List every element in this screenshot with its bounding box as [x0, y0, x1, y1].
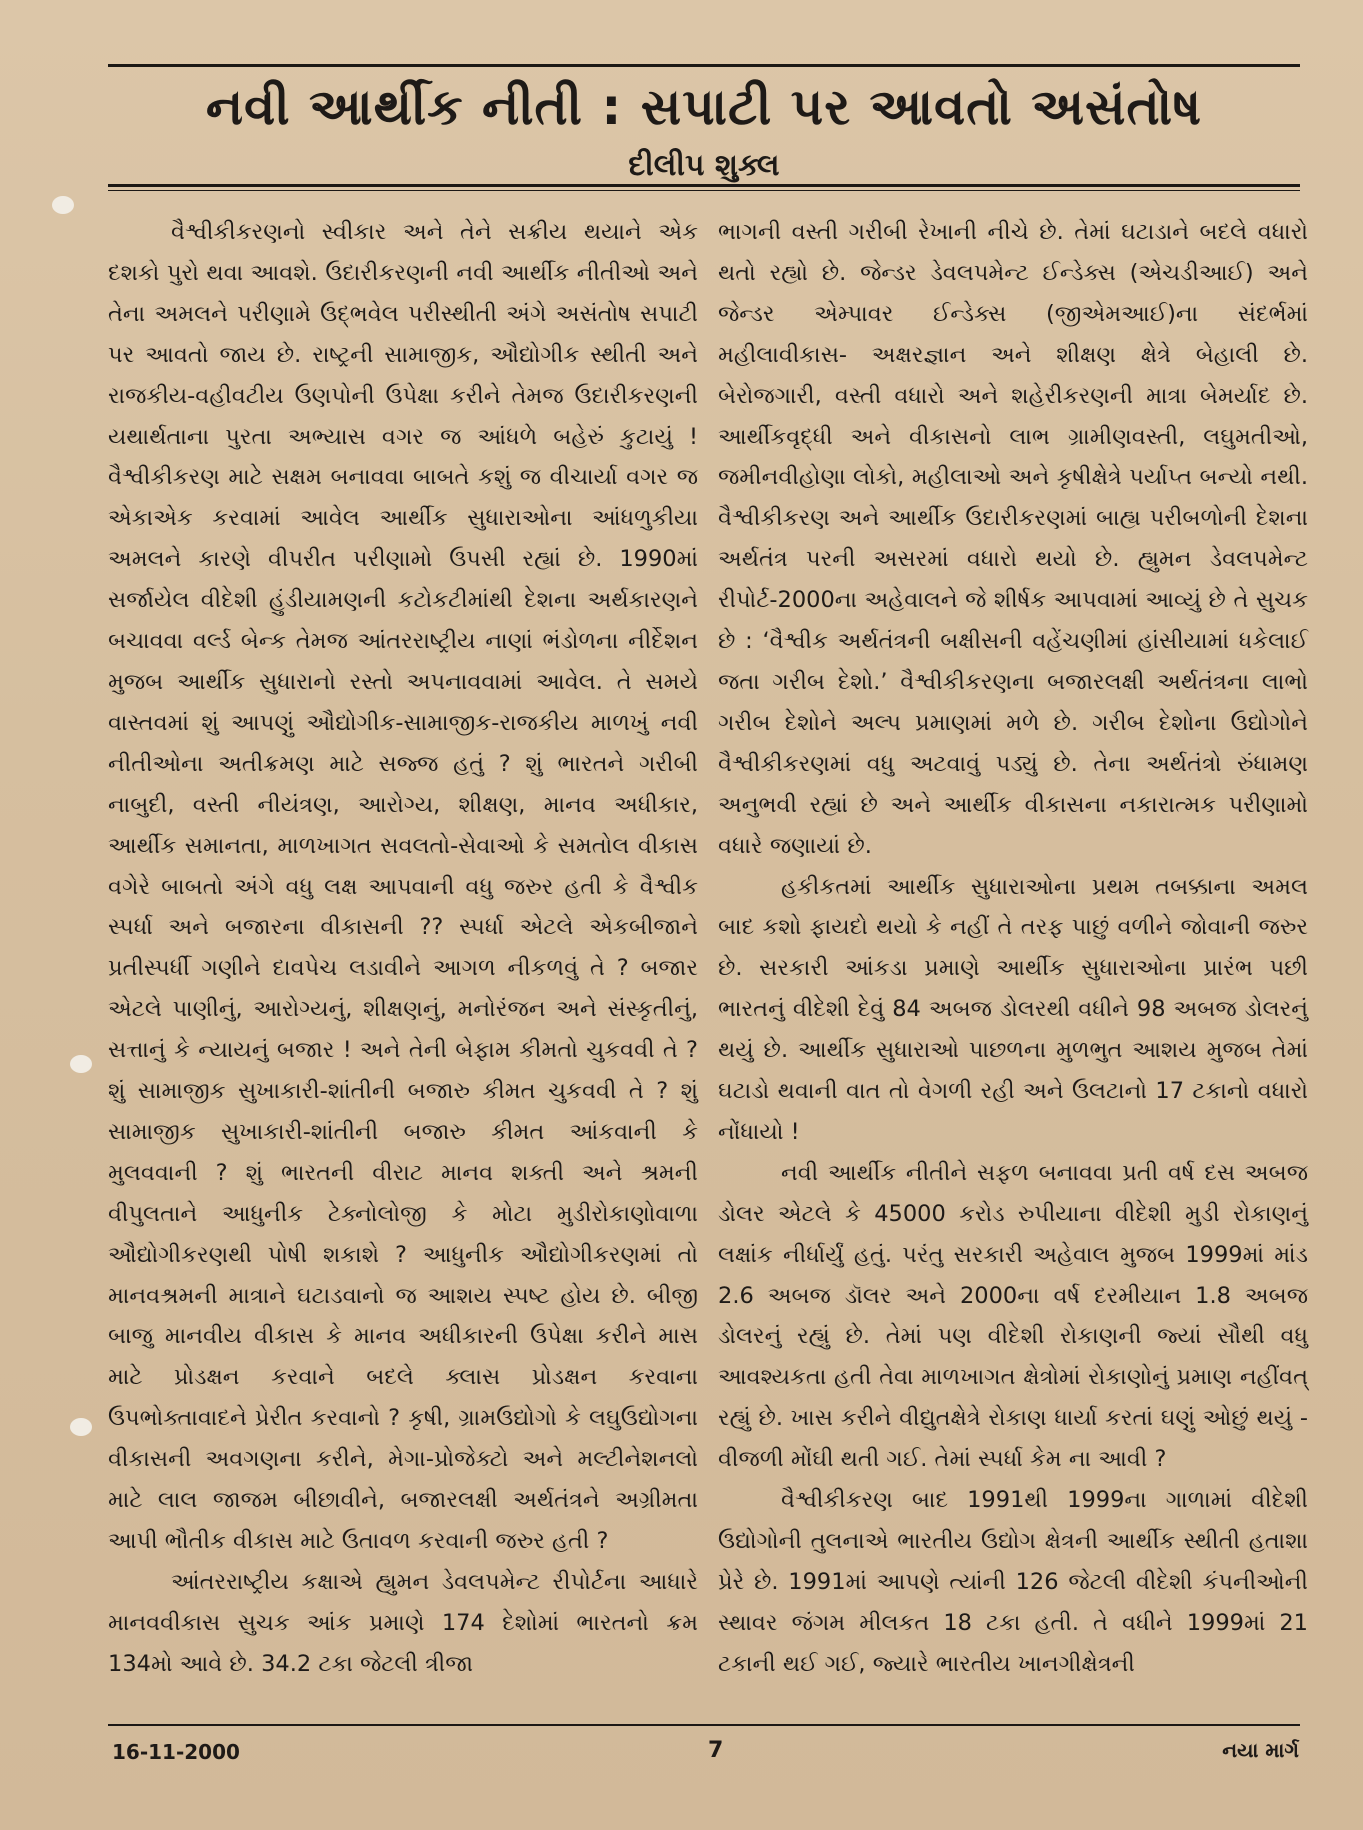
punch-hole	[70, 1418, 92, 1436]
top-rule	[108, 64, 1300, 67]
paragraph: આંતરરાષ્ટ્રીય કક્ષાએ હ્યુમન ડેવલપમેન્ટ રીપોર્ટના આધારે માનવવીકાસ સુચક આંક પ્રમાણે 174 દેશોમાં ભારતનો ક્રમ 134મો આવે છે. 34.2 ટકા જેટલી ત્રીજા	[108, 1568, 698, 1677]
paragraph: વૈશ્વીકીકરણનો સ્વીકાર અને તેને સક્રીય થયાને એક દશકો પુરો થવા આવશે. ઉદારીકરણની નવી આર્થીક નીતીઓ અને તેના અમલને પરીણામે ઉદ્ભવેલ પરીસ્થીતી અંગે અસંતોષ સપાટી પર આવતો જાય છે. રાષ્ટ્રની સામાજીક, ઔદ્યોગીક સ્થીતી અને રાજકીય-વહીવટીય ઉણપોની ઉપેક્ષા કરીને તેમજ ઉદારીકરણની યથાર્થતાના પુરતા અભ્યાસ વગર જ આંધળે બહેરું કુટાયું ! વૈશ્વીકીકરણ માટે સક્ષમ બનાવવા બાબતે કશું જ વીચાર્યા વગર જ એકાએક કરવામાં આવેલ આર્થીક સુધારાઓના આંધળુકીયા અમલને કારણે વીપરીત પરીણામો ઉપસી રહ્યાં છે. 1990માં સર્જાયેલ વીદેશી હુંડીયામણની કટોકટીમાંથી દેશના અર્થકારણને બચાવવા વર્લ્ડ બેન્ક તેમજ આંતરરાષ્ટ્રીય નાણાં ભંડોળના નીર્દેશન મુજબ આર્થીક સુધારાનો રસ્તો અપનાવવામાં આવેલ. તે સમયે વાસ્તવમાં શું આપણું ઔદ્યોગીક-સામાજીક-રાજકીય માળખું નવી નીતીઓના અતીક્રમણ માટે સજ્જ હતું ? શું ભારતને ગરીબી નાબુદી, વસ્તી નીયંત્રણ, આરોગ્ય, શીક્ષણ, માનવ અધીકાર, આર્થીક સમાનતા, માળખાગત સવલતો-સેવાઓ કે સમતોલ વીકાસ વગેરે બાબતો અંગે વધુ લક્ષ આપવાની વધુ જરુર હતી કે વૈશ્વીક સ્પર્ધા અને બજારના વીકાસની ?? સ્પર્ધા એટલે એકબીજાને પ્રતીસ્પર્ધી ગણીને દાવપેચ લડાવીને આગળ નીકળવું તે ? બજાર એટલે પાણીનું, આરોગ્યનું, શીક્ષણનું, મનોરંજન અને સંસ્કૃતીનું, સત્તાનું કે ન્યાયનું બજાર ! અને તેની બેફામ કીમતો ચુકવવી તે ? શું સામાજીક સુખાકારી-શાંતીની બજારુ કીમત ચુકવવી તે ? શું સામાજીક સુખાકારી-શાંતીની બજારુ કીમત આંકવાની કે મુલવવાની ? શું ભારતની વીરાટ માનવ શક્તી અને શ્રમની વીપુલતાને આધુનીક ટેક્નોલોજી કે મોટા મુડીરોકાણોવાળા ઔદ્યોગીકરણથી પોષી શકાશે ? આધુનીક ઔદ્યોગીકરણમાં તો માનવશ્રમની માત્રાને ઘટાડવાનો જ આશય સ્પષ્ટ હોય છે. બીજી બાજુ માનવીય વીકાસ કે માનવ અધીકારની ઉપેક્ષા કરીને માસ માટે પ્રોડક્ષન કરવાને બદલે ક્લાસ પ્રોડક્ષન કરવાના ઉપભોક્તાવાદને પ્રેરીત કરવાનો ? કૃષી, ગ્રામઉદ્યોગો કે લઘુઉદ્યોગના વીકાસની અવગણના કરીને, મેગા-પ્રોજેક્ટો અને મલ્ટીનેશનલો માટે લાલ જાજમ બીછાવીને, બજારલક્ષી અર્થતંત્રને અગ્રીમતા આપી ભૌતીક વીકાસ માટે ઉતાવળ કરવાની જરુર હતી ?	[108, 219, 698, 1554]
paragraph: નવી આર્થીક નીતીને સફળ બનાવવા પ્રતી વર્ષ દસ અબજ ડોલર એટલે કે 45000 કરોડ રુપીયાના વીદેશી મુડી રોકાણનું લક્ષાંક નીર્ધાર્યું હતું. પરંતુ સરકારી અહેવાલ મુજબ 1999માં માંડ 2.6 અબજ ડૉલર અને 2000ના વર્ષ દરમીયાન 1.8 અબજ ડોલરનું રહ્યું છે. તેમાં પણ વીદેશી રોકાણની જ્યાં સૌથી વધુ આવશ્યકતા હતી તેવા માળખાગત ક્ષેત્રોમાં રોકાણોનું પ્રમાણ નહીંવત્ રહ્યું છે. ખાસ કરીને વીદ્યુતક્ષેત્રે રોકાણ ધાર્યા કરતાં ઘણું ઓછું થયું - વીજળી મોંઘી થતી ગઈ. તેમાં સ્પર્ધા કેમ ના આવી ?	[718, 1159, 1308, 1473]
header-rule	[108, 184, 1300, 187]
publication-name: નયા માર્ગ	[1222, 1738, 1299, 1762]
page-number: 7	[708, 1738, 724, 1763]
footer-rule	[108, 1724, 1300, 1726]
punch-hole	[70, 1055, 92, 1073]
author-byline: દીલીપ શુક્લ	[628, 148, 780, 183]
paragraph: હકીકતમાં આર્થીક સુધારાઓના પ્રથમ તબક્કાના અમલ બાદ કશો ફાયદો થયો કે નહીં તે તરફ પાછું વળીને જોવાની જરુર છે. સરકારી આંકડા પ્રમાણે આર્થીક સુધારાઓના પ્રારંભ પછી ભારતનું વીદેશી દેવું 84 અબજ ડોલરથી વધીને 98 અબજ ડોલરનું થયું છે. આર્થીક સુધારાઓ પાછળના મુળભુત આશય મુજબ તેમાં ઘટાડો થવાની વાત તો વેગળી રહી અને ઉલટાનો 17 ટકાનો વધારો નોંધાયો !	[718, 873, 1308, 1145]
footer-date: 16-11-2000	[112, 1740, 240, 1764]
right-column	[718, 212, 1308, 1712]
header-rule-thin	[108, 190, 1300, 191]
paragraph: વૈશ્વીકીકરણ બાદ 1991થી 1999ના ગાળામાં વીદેશી ઉદ્યોગોની તુલનાએ ભારતીય ઉદ્યોગ ક્ષેત્રની આર્થીક સ્થીતી હતાશા પ્રેરે છે. 1991માં આપણે ત્યાંની 126 જેટલી વીદેશી કંપનીઓની સ્થાવર જંગમ મીલકત 18 ટકા હતી. તે વધીને 1999માં 21 ટકાની થઈ ગઈ, જ્યારે ભારતીય ખાનગીક્ષેત્રની	[718, 1487, 1308, 1677]
paragraph: ભાગની વસ્તી ગરીબી રેખાની નીચે છે. તેમાં ઘટાડાને બદલે વધારો થતો રહ્યો છે. જેન્ડર ડેવલપમેન્ટ ઈન્ડેક્સ (એચડીઆઈ) અને જેન્ડર એમ્પાવર ઈન્ડેક્સ (જીએમઆઈ)ના સંદર્ભમાં મહીલાવીકાસ- અક્ષરજ્ઞાન અને શીક્ષણ ક્ષેત્રે બેહાલી છે. બેરોજગારી, વસ્તી વધારો અને શહેરીકરણની માત્રા બેમર્યાદ છે. આર્થીકવૃદ્ધી અને વીકાસનો લાભ ગ્રામીણવસ્તી, લઘુમતીઓ, જમીનવીહોણા લોકો, મહીલાઓ અને કૃષીક્ષેત્રે પર્યાપ્ત બન્યો નથી. વૈશ્વીકીકરણ અને આર્થીક ઉદારીકરણમાં બાહ્ય પરીબળોની દેશના અર્થતંત્ર પરની અસરમાં વધારો થયો છે. હ્યુમન ડેવલપમેન્ટ રીપોર્ટ-2000ના અહેવાલને જે શીર્ષક આપવામાં આવ્યું છે તે સુચક છે : ‘વૈશ્વીક અર્થતંત્રની બક્ષીસની વહેંચણીમાં હાંસીયામાં ધકેલાઈ જતા ગરીબ દેશો.’ વૈશ્વીકીકરણના બજારલક્ષી અર્થતંત્રના લાભો ગરીબ દેશોને અલ્પ પ્રમાણમાં મળે છે. ગરીબ દેશોના ઉદ્યોગોને વૈશ્વીકીકરણમાં વધુ અટવાવું પડ્યું છે. તેના અર્થતંત્રો રુંધામણ અનુભવી રહ્યાં છે અને આર્થીક વીકાસના નકારાત્મક પરીણામો વધારે જણાયાં છે.	[718, 219, 1308, 859]
punch-hole	[52, 196, 74, 214]
article-title: નવી આર્થીક નીતી : સપાટી પર આવતો અસંતોષ	[205, 78, 1203, 136]
left-column	[108, 212, 698, 1712]
